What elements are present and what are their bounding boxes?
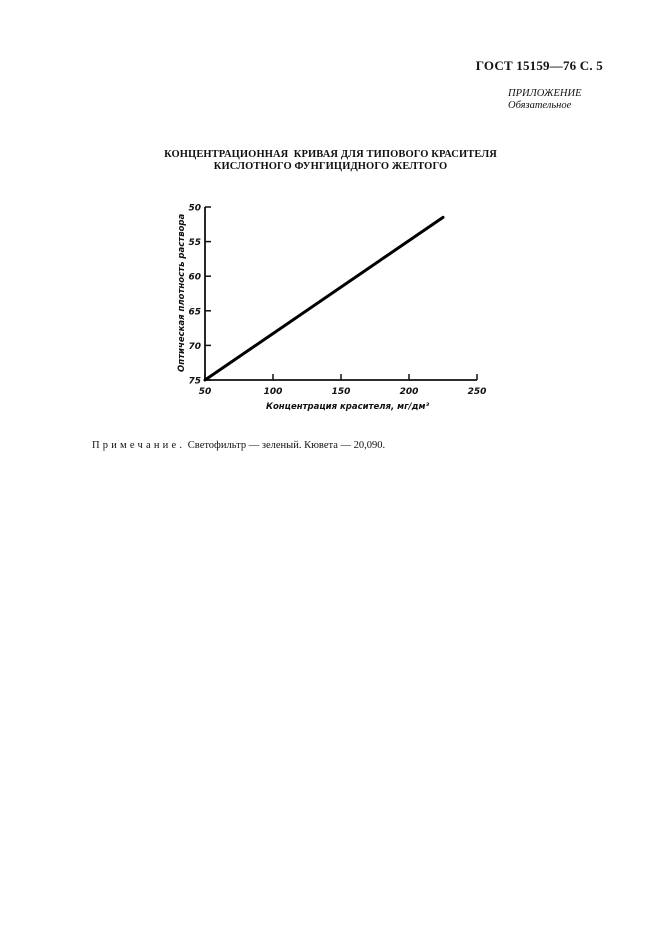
appendix-label: ПРИЛОЖЕНИЕ <box>508 88 582 99</box>
chart-title-line1: КОНЦЕНТРАЦИОННАЯ КРИВАЯ ДЛЯ ТИПОВОГО КРАСИТЕЛЯ <box>164 149 497 160</box>
x-tick-label: 50 <box>198 387 212 397</box>
y-tick-label: 65 <box>188 307 201 318</box>
x-tick-label: 150 <box>331 387 351 397</box>
x-tick-label: 100 <box>263 387 283 397</box>
x-tick-label: 250 <box>467 387 487 397</box>
y-tick-label: 60 <box>188 272 201 283</box>
footnote-label: Примечание. <box>92 440 186 451</box>
y-axis-label: Оптическая плотность раствора <box>177 213 187 372</box>
y-tick-label: 50 <box>188 203 201 214</box>
y-tick-label: 55 <box>188 238 201 249</box>
concentration-curve <box>205 217 443 380</box>
y-tick-label: 70 <box>188 341 201 352</box>
appendix-status: Обязательное <box>508 100 572 111</box>
y-tick-label: 75 <box>188 376 201 387</box>
x-tick-label: 200 <box>399 387 419 397</box>
x-axis-label: Концентрация красителя, мг/дм³ <box>266 402 430 412</box>
footnote <box>92 440 385 451</box>
chart-plot-area <box>177 204 486 413</box>
footnote-text: Светофильтр — зеленый. Кювета — 20,090. <box>185 440 386 451</box>
page-header-gost: ГОСТ 15159—76 С. 5 <box>475 58 603 73</box>
chart-title-line2: КИСЛОТНОГО ФУНГИЦИДНОГО ЖЕЛТОГО <box>213 161 448 172</box>
